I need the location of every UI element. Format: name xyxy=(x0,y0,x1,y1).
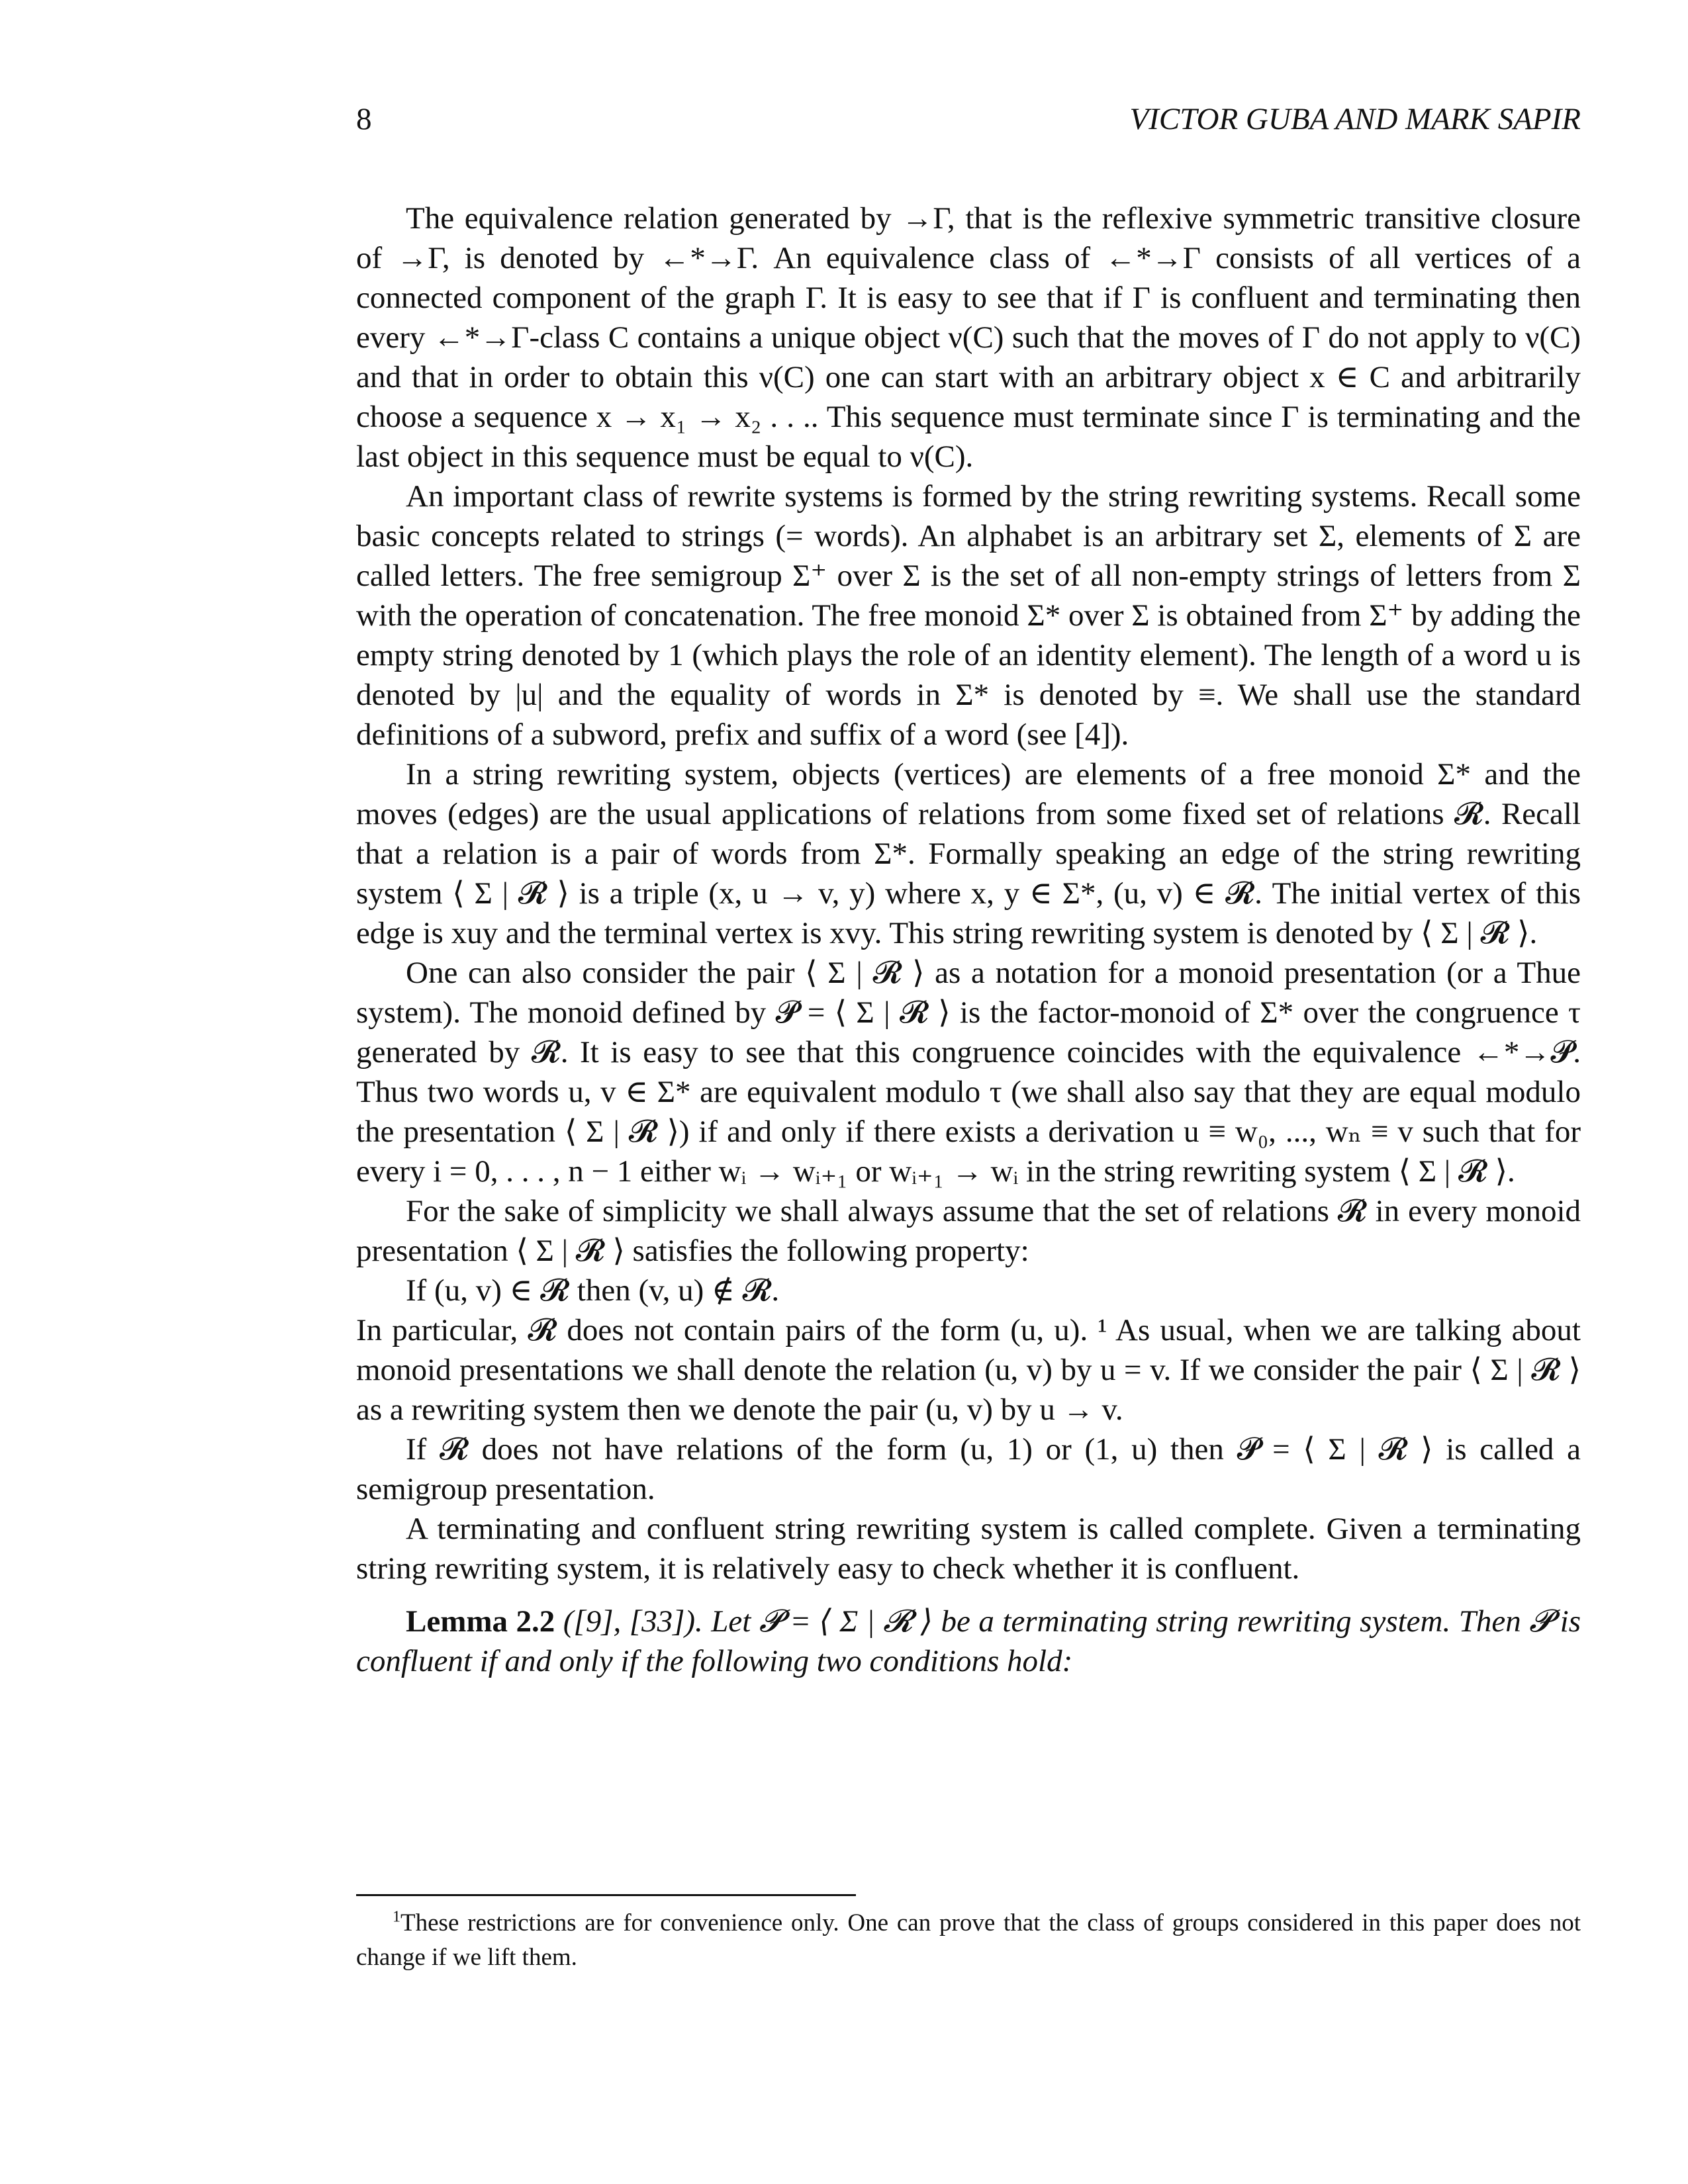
paragraph-monoid-presentation: One can also consider the pair ⟨ Σ | 𝓡 ⟩ as a notation for a monoid presentation (or a Thue system). The monoid defined by 𝓟 = ⟨ Σ | 𝓡 ⟩ is the factor-monoid of Σ* over the congruence τ generated by 𝓡. It is easy to see that this congruence coincides with the equivalence ←*→𝓟. Thus two words u, v ∈ Σ* are equivalent modulo τ (we shall also say that they are equal modulo the presentation ⟨ Σ | 𝓡 ⟩) if and only if there exists a derivation u ≡ w₀, ..., wₙ ≡ v such that for every i = 0, . . . , n − 1 either wᵢ → wᵢ₊₁ or wᵢ₊₁ → wᵢ in the string rewriting system ⟨ Σ | 𝓡 ⟩. xyxy=(356,956,1581,1189)
display-formula: If (u, v) ∈ 𝓡 then (v, u) ∉ 𝓡. xyxy=(406,1273,780,1308)
footnote-mark: 1 xyxy=(393,1908,401,1926)
lemma-statement: Let 𝓟 = ⟨ Σ | 𝓡 ⟩ be a terminating string rewriting system. Then 𝓟 is confluent if and only if the following two conditions hold: xyxy=(356,1604,1581,1678)
footnote-text: These restrictions are for convenience only. One can prove that the class of groups considered in this paper does not change if we lift them. xyxy=(356,1909,1581,1971)
paragraph-complete: A terminating and confluent string rewriting system is called complete. Given a terminating string rewriting system, it is relatively easy to check whether it is confluent. xyxy=(356,1512,1581,1586)
footnote-rule xyxy=(356,1894,856,1896)
paragraph-string-rewriting-system: In a string rewriting system, objects (vertices) are elements of a free monoid Σ* and the moves (edges) are the usual applications of relations from some fixed set of relations 𝓡. Recall that a relation is a pair of words from Σ*. Formally speaking an edge of the string rewriting system ⟨ Σ | 𝓡 ⟩ is a triple (x, u → v, y) where x, y ∈ Σ*, (u, v) ∈ 𝓡. The initial vertex of this edge is xuy and the terminal vertex is xvy. This string rewriting system is denoted by ⟨ Σ | 𝓡 ⟩. xyxy=(356,757,1581,950)
paragraph-equivalence: The equivalence relation generated by →Γ, that is the reflexive symmetric transitive closure of →Γ, is denoted by ←*→Γ. An equivalence class of ←*→Γ consists of all vertices of a connected component of the graph Γ. It is easy to see that if Γ is confluent and terminating then every ←*→Γ-class C contains a unique object ν(C) such that the moves of Γ do not apply to ν(C) and that in order to obtain this ν(C) one can start with an arbitrary object x ∈ C and arbitrarily choose a sequence x → x₁ → x₂ . . .. This sequence must terminate since Γ is terminating and the last object in this sequence must be equal to ν(C). xyxy=(356,201,1581,474)
paragraph-string-rewriting: An important class of rewrite systems is formed by the string rewriting systems. Recall some basic concepts related to strings (= words). An alphabet is an arbitrary set Σ, elements of Σ are called letters. The free semigroup Σ⁺ over Σ is the set of all non-empty strings of letters from Σ with the operation of concatenation. The free monoid Σ* over Σ is obtained from Σ⁺ by adding the empty string denoted by 1 (which plays the role of an identity element). The length of a word u is denoted by |u| and the equality of words in Σ* is denoted by ≡. We shall use the standard definitions of a subword, prefix and suffix of a word (see [4]). xyxy=(356,479,1581,752)
lemma-label: Lemma 2.2 xyxy=(406,1604,555,1639)
footnote xyxy=(356,1906,1581,1975)
lemma-citation: ([9], [33]). xyxy=(563,1604,703,1639)
paragraph-assumption: For the sake of simplicity we shall always assume that the set of relations 𝓡 in every monoid presentation ⟨ Σ | 𝓡 ⟩ satisfies the following property: xyxy=(356,1194,1581,1268)
paragraph-in-particular: In particular, 𝓡 does not contain pairs of the form (u, u). ¹ As usual, when we are talking about monoid presentations we shall denote the relation (u, v) by u = v. If we consider the pair ⟨ Σ | 𝓡 ⟩ as a rewriting system then we denote the pair (u, v) by u → v. xyxy=(356,1313,1581,1427)
page-number: 8 xyxy=(356,102,372,136)
running-title: VICTOR GUBA AND MARK SAPIR xyxy=(1129,102,1581,136)
running-head xyxy=(356,99,1581,139)
lemma-2-2 xyxy=(356,1602,1581,1681)
paragraph-semigroup: If 𝓡 does not have relations of the form (u, 1) or (1, u) then 𝓟 = ⟨ Σ | 𝓡 ⟩ is called a semigroup presentation. xyxy=(356,1432,1581,1506)
body-text xyxy=(356,199,1581,1681)
